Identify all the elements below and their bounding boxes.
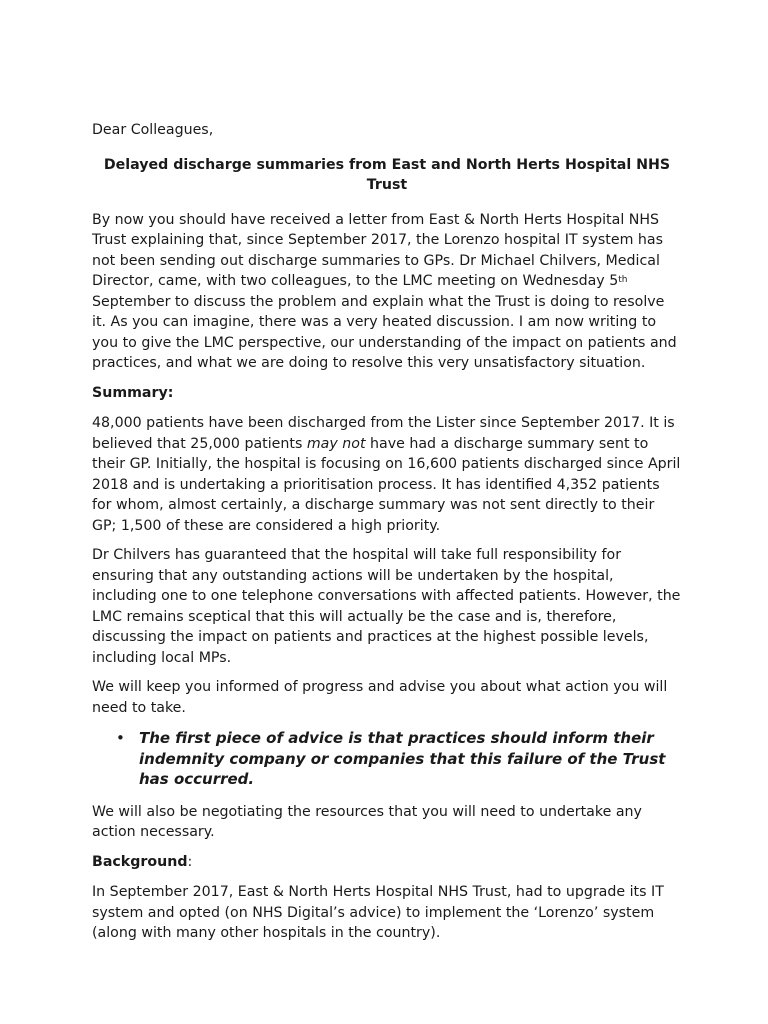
summary-paragraph [92, 413, 682, 536]
letter-title [92, 155, 682, 196]
letter-title-line2: Trust [366, 177, 408, 193]
summary-emphasis: may not [306, 435, 366, 452]
salutation: Dear Colleagues, [92, 122, 214, 138]
intro-paragraph [92, 210, 682, 374]
background-heading-text: Background [92, 853, 188, 870]
intro-text-part2: September to discuss the problem and explain what the Trust is doing to resolve it. As you can imagine, there was a very heated discussion. I am now writing to you to give the LMC perspective, our understanding of the impact on patients and practices, and what we are doing to resolve this very unsatisfactory situation. [92, 293, 677, 371]
summary-text-part1: 48,000 patients have been discharged from the Lister since September 2017. It is believed that 25,000 patients [92, 415, 675, 452]
summary-text-part2: have had a discharge summary sent to their GP. Initially, the hospital is focusing on 16,600 patients discharged since April 2018 and is undertaking a prioritisation process. It has identified 4,352 patients for whom, almost certainly, a discharge summary was not sent directly to their GP; 1,500 of these are considered a high priority. [92, 435, 681, 534]
advice-bullet [92, 728, 682, 790]
intro-superscript: th [618, 275, 628, 285]
chilvers-paragraph: Dr Chilvers has guaranteed that the hospital will take full responsibility for ensuring that any outstanding actions will be undertaken by the hospital, including one to one telephone conversations with affected patients. However, the LMC remains sceptical that this will actually be the case and is, therefore, discussing the impact on patients and practices at the highest possible levels, including local MPs. [92, 547, 681, 666]
background-heading [92, 852, 682, 873]
bullet-icon: • [116, 729, 125, 747]
negotiating-paragraph: We will also be negotiating the resources that you will need to undertake any action necessary. [92, 803, 642, 840]
letter-title-line1: Delayed discharge summaries from East and North Herts Hospital NHS [103, 156, 671, 173]
letter-page [92, 120, 682, 953]
advice-bullet-text: The first piece of advice is that practices should inform their indemnity company or companies that this failure of the Trust has occurred. [139, 729, 666, 788]
summary-heading: Summary: [92, 384, 174, 401]
background-heading-colon: : [187, 853, 193, 870]
informed-paragraph: We will keep you informed of progress and advise you about what action you will need to take. [92, 679, 668, 716]
intro-text-part1: By now you should have received a letter from East & North Herts Hospital NHS Trust explaining that, since September 2017, the Lorenzo hospital IT system has not been sending out discharge summaries to GPs. Dr Michael Chilvers, Medical Director, came, with two colleagues, to the LMC meeting on Wednesday 5 [92, 211, 663, 289]
background-paragraph: In September 2017, East & North Herts Hospital NHS Trust, had to upgrade its IT system and opted (on NHS Digital’s advice) to implement the ‘Lorenzo’ system (along with many other hospitals in the country). [92, 884, 664, 941]
